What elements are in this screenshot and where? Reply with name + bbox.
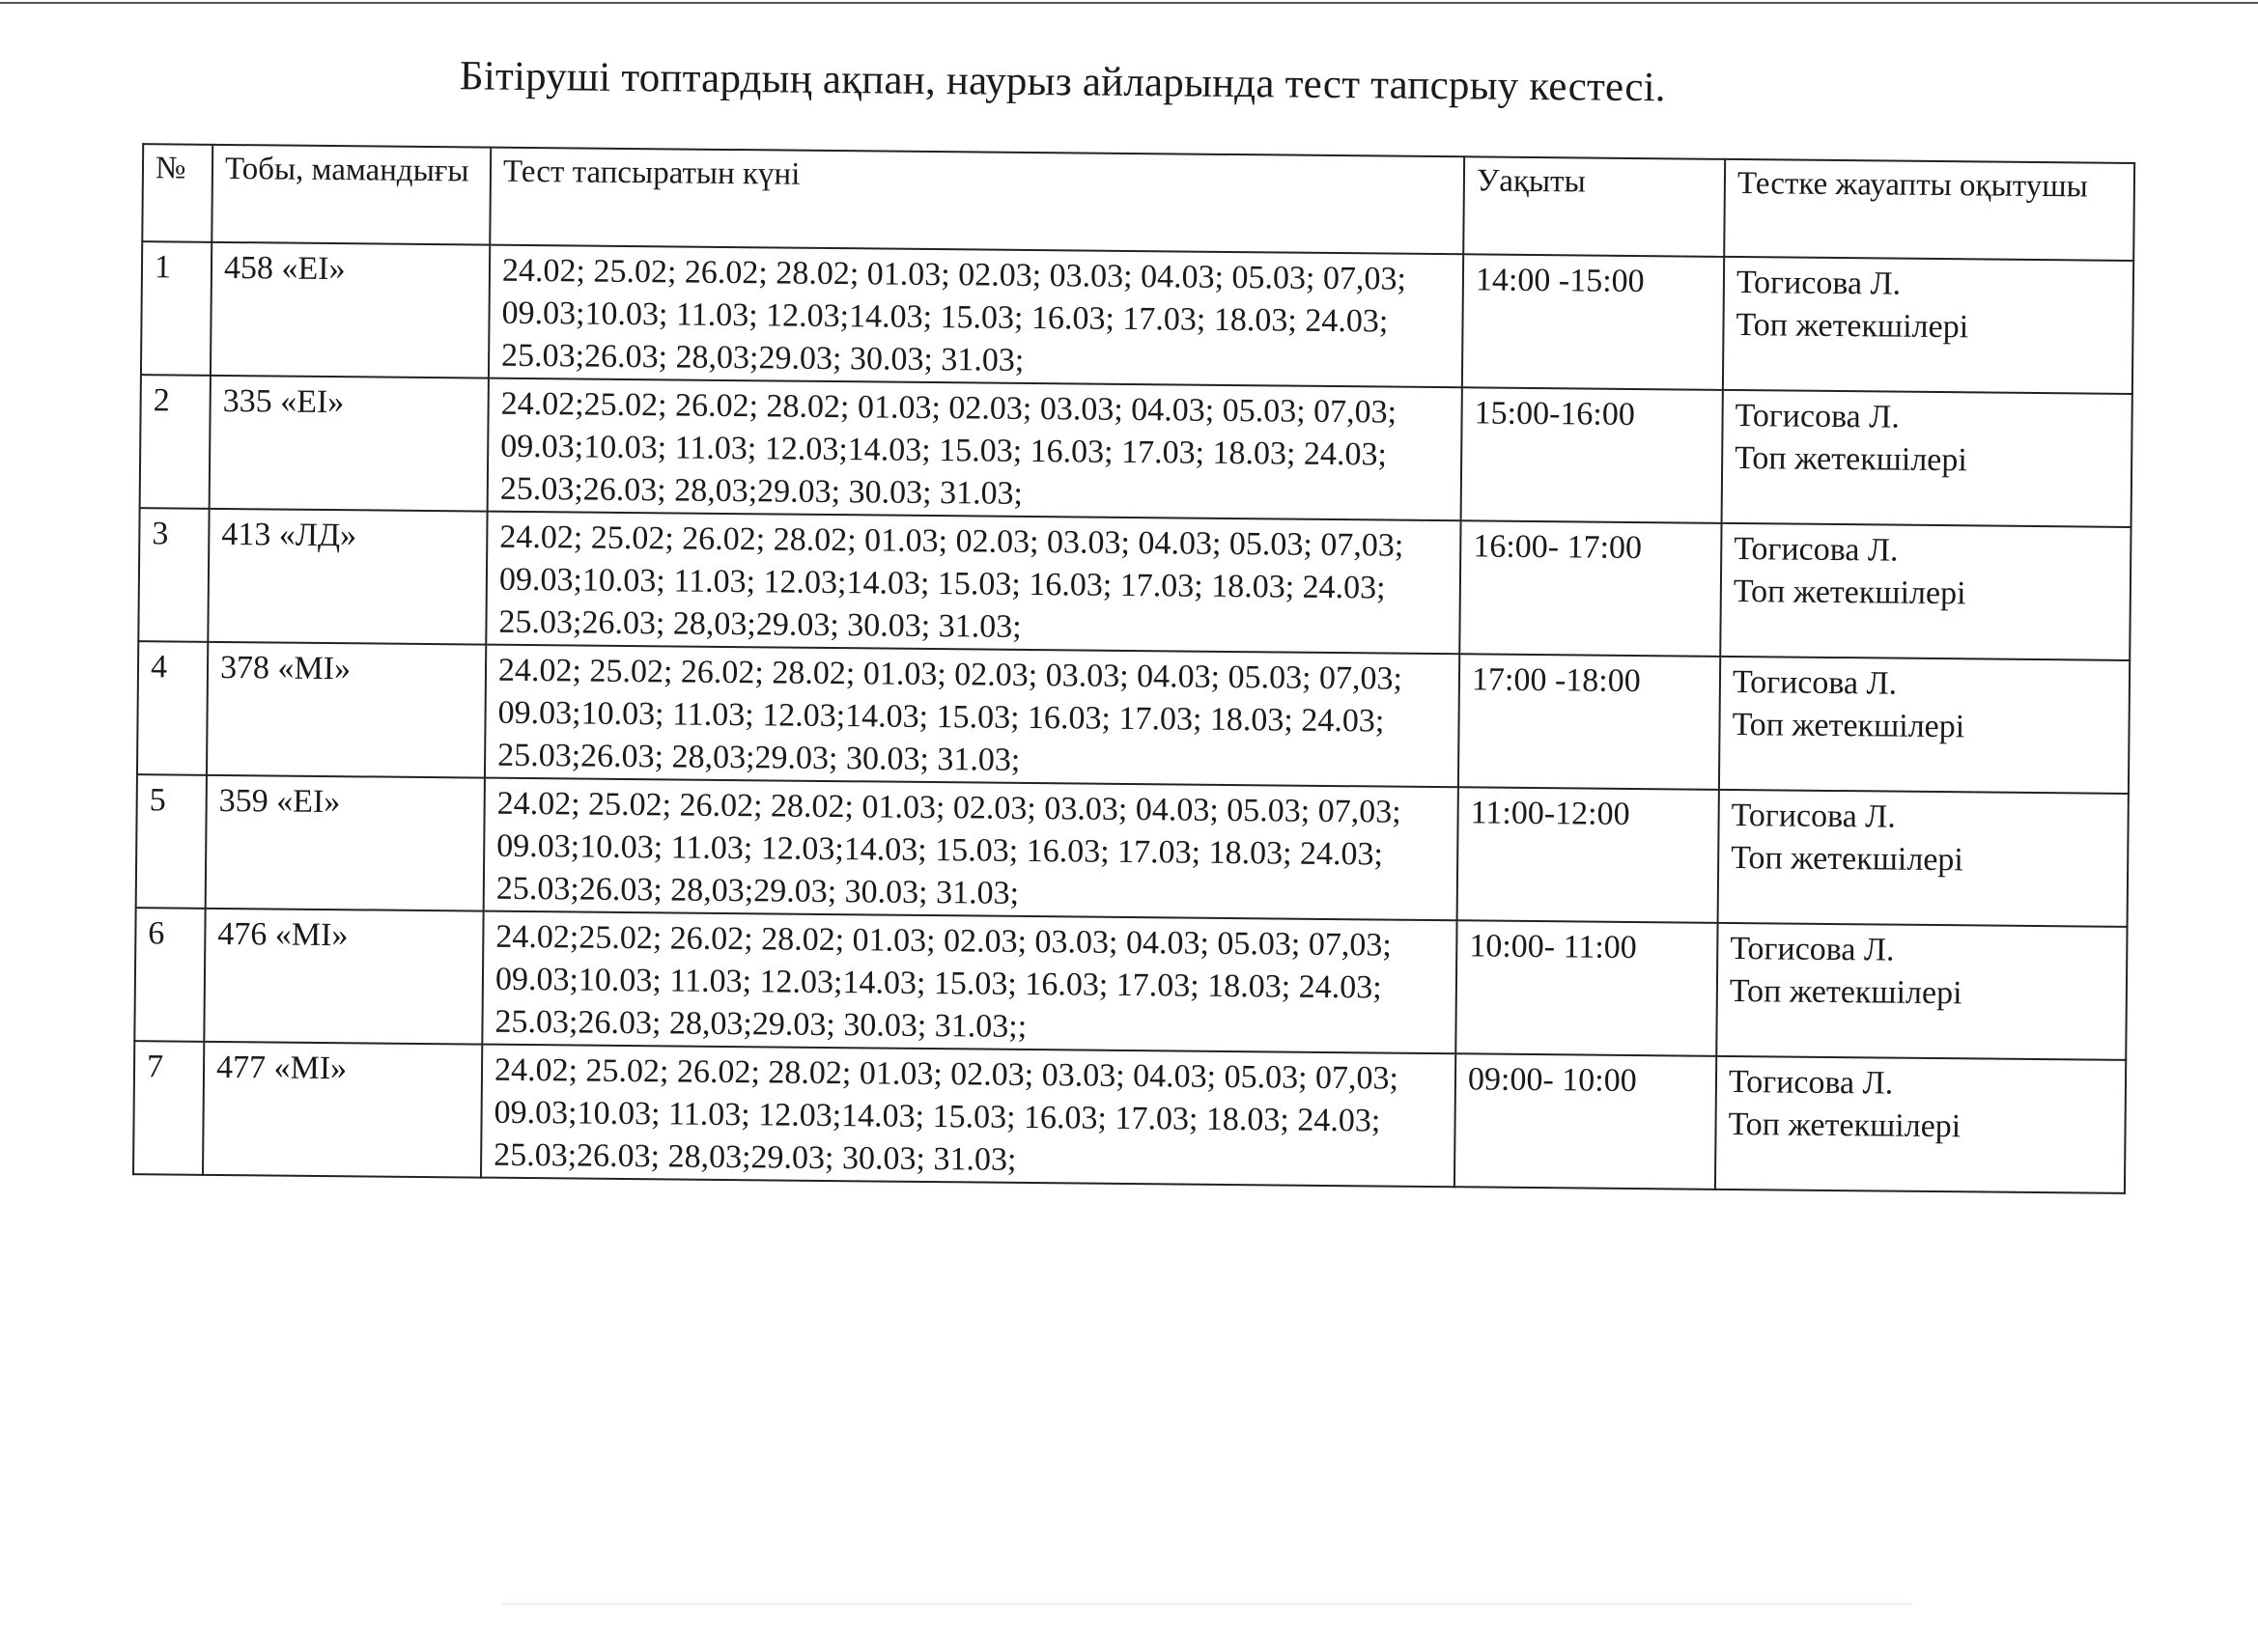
row-time: 17:00 -18:00: [1458, 654, 1720, 790]
row-time: 10:00- 11:00: [1455, 920, 1717, 1056]
header-dates: Тест тапсыратын күні: [490, 148, 1464, 255]
table-row: [137, 641, 2130, 794]
row-dates: 24.02; 25.02; 26.02; 28.02; 01.03; 02.03; 03.03; 04.03; 05.03; 07,03; 09.03;10.03; 11.03; 12.03;14.03; 15.03; 16.03; 17.03; 18.03; 24.03; 25.03;26.03; 28,03;29.03; 30.03; 31.03;: [481, 1045, 1455, 1188]
table-row: [140, 375, 2132, 527]
row-time: 15:00-16:00: [1461, 387, 1723, 523]
teacher-group-leaders: Топ жетекшілері: [1736, 307, 1969, 346]
row-group: 476 «МІ»: [204, 909, 483, 1045]
row-dates: 24.02; 25.02; 26.02; 28.02; 01.03; 02.03; 03.03; 04.03; 05.03; 07,03; 09.03;10.03; 11.03; 12.03;14.03; 15.03; 16.03; 17.03; 18.03; 24.03; 25.03;26.03; 28,03;29.03; 30.03; 31.03;: [489, 245, 1463, 388]
table-row: [136, 774, 2129, 927]
row-dates: 24.02; 25.02; 26.02; 28.02; 01.03; 02.03; 03.03; 04.03; 05.03; 07,03; 09.03;10.03; 11.03; 12.03;14.03; 15.03; 16.03; 17.03; 18.03; 24.03; 25.03;26.03; 28,03;29.03; 30.03; 31.03;: [485, 645, 1459, 788]
teacher-name: Тогисова Л.: [1734, 530, 1899, 569]
row-teacher: [1718, 790, 2129, 927]
teacher-name: Тогисова Л.: [1731, 797, 1897, 835]
row-time: 11:00-12:00: [1457, 787, 1719, 923]
teacher-name: Тогисова Л.: [1736, 265, 1902, 302]
header-time: Уақыты: [1463, 156, 1725, 257]
row-dates: 24.02; 25.02; 26.02; 28.02; 01.03; 02.03; 03.03; 04.03; 05.03; 07,03; 09.03;10.03; 11.03; 12.03;14.03; 15.03; 16.03; 17.03; 18.03; 24.03; 25.03;26.03; 28,03;29.03; 30.03; 31.03;: [486, 512, 1460, 655]
table-row: [141, 241, 2133, 394]
teacher-group-leaders: Топ жетекшілері: [1735, 440, 1968, 479]
row-number: 4: [137, 641, 208, 775]
teacher-name: Тогисова Л.: [1730, 930, 1895, 968]
row-time: 16:00- 17:00: [1459, 520, 1721, 657]
row-time: 14:00 -15:00: [1462, 254, 1724, 390]
header-teacher: Тестке жауапты оқытушы: [1724, 159, 2134, 261]
test-schedule-table: [132, 143, 2135, 1194]
teacher-group-leaders: Топ жетекшілері: [1732, 706, 1965, 745]
row-teacher: [1722, 390, 2132, 527]
teacher-name: Тогисова Л.: [1735, 398, 1900, 435]
row-group: 477 «МІ»: [203, 1042, 482, 1178]
row-number: 1: [141, 241, 212, 376]
teacher-name: Тогисова Л.: [1728, 1063, 1894, 1102]
row-number: 5: [136, 774, 207, 909]
row-teacher: [1719, 657, 2130, 794]
teacher-group-leaders: Топ жетекшілері: [1729, 972, 1962, 1012]
row-dates: 24.02;25.02; 26.02; 28.02; 01.03; 02.03; 03.03; 04.03; 05.03; 07,03; 09.03;10.03; 11.03; 12.03;14.03; 15.03; 16.03; 17.03; 18.03; 24.03; 25.03;26.03; 28,03;29.03; 30.03; 31.03;;: [482, 911, 1456, 1054]
row-teacher: [1715, 1056, 2126, 1193]
table-row: [138, 508, 2131, 660]
row-group: 413 «ЛД»: [208, 509, 487, 645]
row-teacher: [1720, 523, 2131, 660]
header-group: Тобы, мамандығы: [212, 145, 491, 245]
row-time: 09:00- 10:00: [1454, 1053, 1716, 1190]
row-group: 458 «ЕІ»: [211, 242, 490, 378]
row-teacher: [1716, 923, 2127, 1060]
row-group: 378 «МІ»: [207, 642, 486, 778]
row-number: 3: [138, 508, 209, 642]
teacher-group-leaders: Топ жетекшілері: [1731, 839, 1964, 879]
row-dates: 24.02; 25.02; 26.02; 28.02; 01.03; 02.03; 03.03; 04.03; 05.03; 07,03; 09.03;10.03; 11.03; 12.03;14.03; 15.03; 16.03; 17.03; 18.03; 24.03; 25.03;26.03; 28,03;29.03; 30.03; 31.03;: [484, 778, 1458, 921]
row-teacher: [1723, 257, 2133, 394]
teacher-group-leaders: Топ жетекшілері: [1733, 573, 1966, 612]
table-row: [133, 1041, 2126, 1193]
row-group: 359 «ЕІ»: [206, 775, 485, 911]
teacher-group-leaders: Топ жетекшілері: [1728, 1106, 1962, 1145]
row-group: 335 «ЕІ»: [210, 376, 489, 512]
row-dates: 24.02;25.02; 26.02; 28.02; 01.03; 02.03; 03.03; 04.03; 05.03; 07,03; 09.03;10.03; 11.03; 12.03;14.03; 15.03; 16.03; 17.03; 18.03; 24.03; 25.03;26.03; 28,03;29.03; 30.03; 31.03;: [488, 378, 1462, 521]
document-title: Бітіруші топтардың ақпан, наурыз айларында тест тапсрыу кестесі.: [459, 53, 1666, 111]
row-number: 2: [140, 375, 211, 509]
table-row: [134, 908, 2127, 1060]
table-header-row: [142, 144, 2134, 261]
row-number: 7: [133, 1041, 204, 1175]
teacher-name: Тогисова Л.: [1732, 663, 1898, 702]
header-number: №: [142, 144, 212, 242]
row-number: 6: [134, 908, 205, 1042]
scan-bottom-artifact: [502, 1603, 1912, 1606]
